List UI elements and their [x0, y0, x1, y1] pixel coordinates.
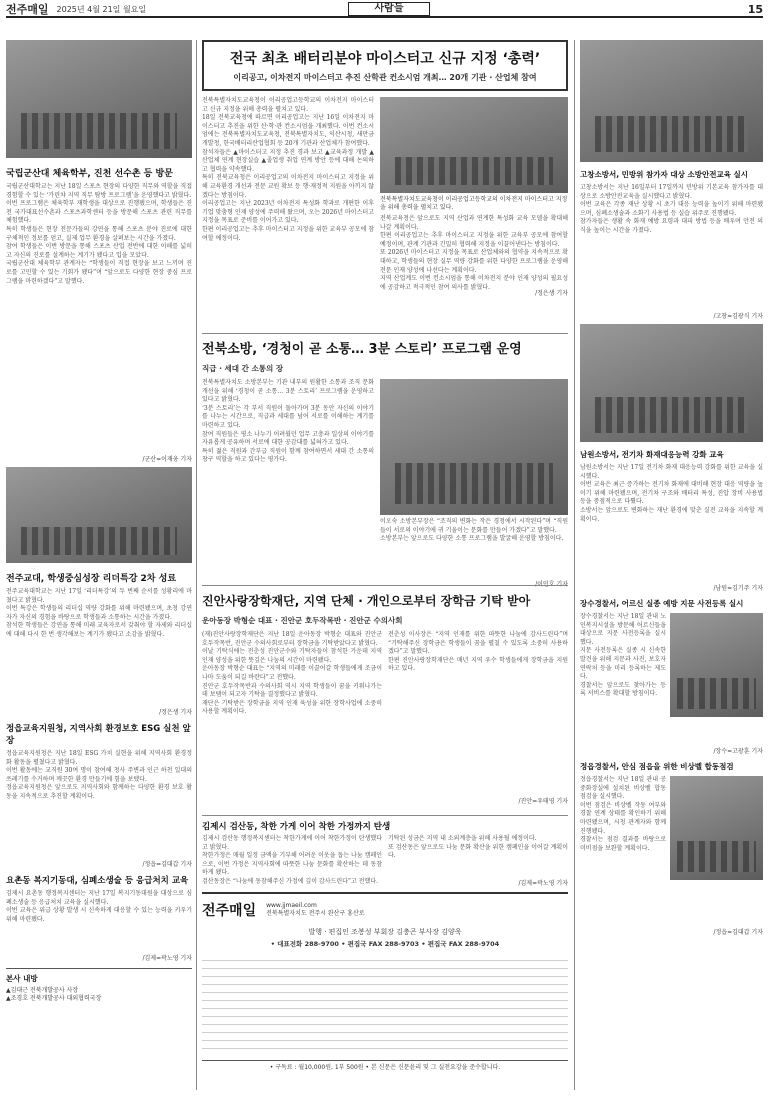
- notice-title: 본사 내방: [6, 968, 192, 984]
- mid-article-2: [202, 592, 568, 812]
- article-body: (재)진안사랑장학재단은 지난 18일 운아동장 박형순 대표와 진안군 호두작목반, 진안군 수의사회로부터 장학금을 기탁받았다고 밝혔다. 이날 기탁식에는 전춘성 진안군수와 기탁자들이 참석한 가운데 지역 인재 양성을 위한 뜻깊은 나눔의 시간이 마련됐다. 운아동장 박형순 대표는 “지역의 미래를 이끌어갈 학생들에게 조금이나마 도움이 되길 바란다”고 전했다. 진안군 호두작목반과 수의사회 역시 지역 학생들이 꿈을 키워나가는 데 보탬이 되고자 기탁을 결정했다고 밝혔다. 재단은 기탁받은 장학금을 지역 인재 육성을 위한 장학사업에 소중히 사용할 계획이다.: [202, 631, 382, 716]
- byline: /김제=곽노영 기자: [142, 955, 192, 962]
- article-body: 김제시 검산동 행정복지센터는 착한가게에 이어 착한가정이 탄생했다고 밝혔다. 착한가정은 매월 일정 금액을 기부해 어려운 이웃을 돕는 나눔 캠페인으로, 이번 가정은 지역사회에 따뜻한 나눔 문화를 확산하는 데 동참하게 됐다. 검산동장은 “나눔에 동참해주신 가정에 깊이 감사드린다”고 전했다.: [202, 835, 382, 885]
- article-headline: 국립군산대 체육학부, 진천 선수촌 등 방문: [6, 169, 173, 179]
- article-photo: [580, 40, 763, 162]
- mid1-photo-column: [380, 379, 568, 588]
- masthead-staff: 발행 · 편집인 조봉성 부회장 김충곤 부사장 김양욱: [308, 928, 462, 936]
- lead-headline: 전국 최초 배터리분야 마이스터고 신규 지정 ‘총력’: [229, 51, 541, 67]
- lead-headline-box: [202, 40, 568, 91]
- section-divider: [202, 815, 568, 816]
- lead-text-column: [202, 97, 374, 299]
- byline: /진안=우태영 기자: [518, 798, 568, 805]
- section-divider: [202, 585, 568, 586]
- article-headline: 전주교대, 학생중심성장 리더특강 2차 성료: [6, 574, 177, 584]
- column-divider: [574, 40, 575, 1090]
- byline: /군산=이재웅 기자: [142, 456, 192, 463]
- photo-caption: 전북특별자치도교육청이 이리공업고등학교의 이차전지 마이스터고 지정을 위해 총력을 펼치고 있다.: [380, 196, 568, 211]
- right-column: [580, 40, 763, 1094]
- paper-brand: 전주매일: [6, 3, 49, 16]
- byline: [380, 579, 568, 588]
- masthead-site[interactable]: www.jjmaeil.com: [266, 902, 317, 909]
- byline: /김제=곽노영 기자: [518, 880, 568, 887]
- section-label: 사람들: [348, 2, 430, 16]
- article-headline: 요촌동 복지기동대, 심폐소생술 등 응급처치 교육: [6, 876, 189, 886]
- article-body: 이오숙 소방본부장은 “조직의 변화는 작은 경청에서 시작된다”며 “직원들이 서로의 이야기에 귀 기울이는 문화를 만들어 가겠다”고 말했다. 소방본부는 앞으로도 다양한 소통 프로그램을 발굴해 운영할 방침이다.: [380, 518, 568, 543]
- article-body: 전주교육대학교는 지난 17일 ‘리더특강’의 두 번째 순서를 성황리에 마쳤다고 밝혔다. 이번 특강은 학생들의 리더십 역량 강화를 위해 마련됐으며, 초청 강연자가 자신의 경험을 바탕으로 학생들과 소통하는 시간을 가졌다. 참석한 학생들은 강연을 통해 미래 교육자로서 갖춰야 할 자세와 리더십에 대해 다시 한 번 생각해보는 계기가 됐다고 소감을 밝혔다.: [6, 588, 192, 638]
- article-headline: 전북소방, ‘경청이 곧 소통… 3분 스토리’ 프로그램 운영: [202, 342, 522, 357]
- byline: /고창=김광식 기자: [713, 313, 763, 320]
- article-body: 김제시 요촌동 행정복지센터는 지난 17일 복지기동대원을 대상으로 심폐소생술 등 응급처치 교육을 실시했다. 이번 교육은 위급 상황 발생 시 신속하게 대응할 수 있는 능력을 키우기 위해 마련됐다.: [6, 890, 192, 923]
- article-body: 기탁된 성금은 지역 내 소외계층을 위해 사용될 예정이다. 또 검산동은 앞으로도 나눔 문화 확산을 위한 캠페인을 이어갈 계획이다.: [388, 835, 568, 860]
- article-headline: 장수경찰서, 어르신 실종 예방 지문 사전등록 실시: [580, 599, 744, 608]
- article-headline: 고창소방서, 민방위 참가자 대상 소방안전교육 실시: [580, 170, 749, 179]
- article-body: 정읍교육지원청은 지난 18일 ESG 가치 실현을 위해 지역사회 환경정화 활동을 펼쳤다고 밝혔다. 이번 활동에는 교직원 30여 명이 참여해 청사 주변과 인근 하천 일대의 쓰레기를 수거하며 깨끗한 환경 만들기에 힘을 보탰다. 정읍교육지원청은 앞으로도 지역사회와 함께하는 다양한 환경 보호 활동을 지속적으로 추진할 계획이다.: [6, 750, 192, 800]
- byline: /정은생 기자: [159, 709, 192, 716]
- notice-item: ▲조경호 전북개발공사 대외협력국장: [6, 995, 102, 1002]
- page-header: [6, 2, 763, 18]
- byline: /정읍=김대갑 기자: [142, 861, 192, 868]
- article-body: 전북교육청은 앞으로도 지역 산업과 연계한 특성화 교육 모델을 확대해 나갈 계획이다. 한편 이리공업고는 추후 마이스터고 지정을 위한 교육부 공모에 참여할 예정이며, 관계 기관과 긴밀히 협력해 지정을 이끌어낸다는 방침이다. 또 2026년 마이스터고 지정을 목표로 산업체와의 협약을 지속적으로 확대하고, 학생들의 현장 실무 역량 강화를 위한 다양한 프로그램을 운영해 전문 인재 양성에 나선다는 계획이다. 지역 산업계도 이번 컨소시엄을 통해 이차전지 분야 인재 양성의 필요성에 공감하고 적극적인 참여 의사를 밝혔다.: [380, 215, 568, 291]
- article-body: 정읍경찰서는 지난 18일 관내 공중화장실에 설치된 비상벨 합동점검을 실시했다. 이번 점검은 비상벨 작동 여부와 경찰 연계 상태를 확인하기 위해 마련됐으며, 시청 관계자와 함께 진행됐다. 경찰서는 점검 결과를 바탕으로 미비점을 보완할 계획이다.: [580, 776, 666, 852]
- masthead-phones: • 대표전화 288-9700 • 편집국 FAX 288-9703 • 편집국 FAX 288-9704: [270, 940, 500, 948]
- article-photo: [670, 776, 763, 880]
- article-headline: 진안사랑장학재단, 지역 단체 · 개인으로부터 장학금 기탁 받아: [202, 594, 531, 608]
- article-body: 전춘성 이사장은 “지역 인재를 위한 따뜻한 나눔에 감사드린다”며 “기탁해주신 장학금은 학생들이 꿈을 펼칠 수 있도록 소중히 사용하겠다”고 말했다. 한편 진안사랑장학재단은 매년 지역 우수 학생들에게 장학금을 지원하고 있다.: [388, 631, 568, 673]
- column-divider: [196, 40, 197, 1090]
- byline: /장수=고광훈 기자: [713, 748, 763, 755]
- masthead-address: 전북특별자치도 전주시 완산구 홍산로: [266, 910, 365, 917]
- byline: /정읍=김대갑 기자: [713, 929, 763, 936]
- article-photo: [6, 467, 192, 563]
- notice-item: ▲김대근 전북개발공사 사장: [6, 987, 79, 994]
- article-headline: 정읍교육지원청, 지역사회 환경보호 ESG 실천 앞장: [6, 724, 191, 746]
- lead-photo: [380, 97, 568, 193]
- masthead-footer: • 구독료 : 월10,000원, 1부 500원 • 본 신문은 신문윤리 및 그 실천요강을 준수합니다.: [202, 1060, 568, 1072]
- bureau-directory: [202, 956, 568, 1056]
- article-photo: [6, 40, 192, 158]
- article-body: 남원소방서는 지난 17일 전기차 화재 대응능력 강화를 위한 교육을 실시했다. 이번 교육은 최근 증가하는 전기차 화재에 대비해 현장 대응 역량을 높이기 위해 마련됐으며, 전기차 구조와 배터리 특성, 진압 장비 사용법 등을 중점적으로 다뤘다. 소방서는 앞으로도 변화하는 재난 환경에 맞춘 실전 교육을 지속할 계획이다.: [580, 464, 763, 523]
- article-body: 고창소방서는 지난 16일부터 17일까지 민방위 기본교육 참가자를 대상으로 소방안전교육을 실시했다고 밝혔다. 이번 교육은 각종 재난 상황 시 초기 대응 능력을 높이기 위해 마련됐으며, 심폐소생술과 소화기 사용법 등 실습 위주로 진행됐다. 참가자들은 생활 속 화재 예방 요령과 대피 방법 등을 배우며 안전 의식을 높이는 시간을 가졌다.: [580, 184, 763, 234]
- mid3-text-column: [388, 835, 568, 887]
- article-headline: 남원소방서, 전기차 화재대응능력 강화 교육: [580, 450, 724, 459]
- left-column: [6, 40, 192, 1094]
- masthead: [202, 892, 568, 1092]
- lead-article: [202, 40, 568, 330]
- lead-photo-column: [380, 97, 568, 299]
- byline: /남원=김기주 기자: [713, 585, 763, 592]
- mid-article-1: [202, 338, 568, 582]
- article-subtitle: 직급 · 세대 간 소통의 장: [202, 364, 284, 373]
- article-photo: [380, 379, 568, 515]
- article-subtitle: 운아동장 박형순 대표 · 진안군 호두작목반 · 진안군 수의사회: [202, 616, 403, 625]
- mid2-text-column: [388, 631, 568, 805]
- byline: /정은생 기자: [535, 290, 568, 297]
- page-number: 15: [747, 2, 763, 16]
- article-body: 전북특별자치도 소방본부는 기관 내부의 원활한 소통과 조직 문화 개선을 위해 ‘경청이 곧 소통… 3분 스토리’ 프로그램을 운영하고 있다고 밝혔다. ‘3분 스토리’는 각 부서 직원이 돌아가며 3분 동안 자신의 이야기를 나누는 시간으로, 직급과 세대를 넘어 서로를 이해하는 계기를 마련하고 있다. 참여 직원들은 평소 나누기 어려웠던 업무 고충과 일상의 이야기를 자유롭게 공유하며 서로에 대한 공감대를 넓혀가고 있다. 특히 젊은 직원과 간부급 직원이 함께 참여하면서 세대 간 소통의 창구 역할을 하고 있다는 평가다.: [202, 379, 374, 464]
- article-photo: [580, 324, 763, 442]
- section-divider: [202, 333, 568, 334]
- article-body: 전북특별자치도교육청이 이리공업고등학교의 이차전지 마이스터고 신규 지정을 위해 총력을 펼치고 있다. 18일 전북교육청에 따르면 이리공업고는 지난 16일 이차전지 마이스터고 추진을 위한 산·학·관 컨소시엄을 개최했다. 이번 컨소시엄에는 전북특별자치도교육청, 전북특별자치도, 익산시청, 새만금개발청, 한국배터리산업협회 등 20개 기관과 산업체가 참여했다. 참석자들은 ▲마이스터고 지정 추진 경과 보고 ▲교육과정 개발 ▲산업체 연계 현장실습 ▲졸업생 취업 연계 방안 등에 대해 논의하고 협력을 약속했다. 특히 전북교육청은 이리공업고의 이차전지 마이스터고 지정을 위해 교육환경 개선과 전문 교원 확보 등 행·재정적 지원을 아끼지 않겠다는 방침이다. 이리공업고는 지난 2023년 이차전지 특성화 학과로 개편한 이후 기업 맞춤형 인재 양성에 주력해 왔으며, 오는 2026년 마이스터고 지정을 목표로 준비를 이어가고 있다. 한편 이리공업고는 추후 마이스터고 지정을 위한 교육부 공모에 참여할 예정이다.: [202, 97, 374, 242]
- issue-date: 2025년 4월 21일 월요일: [56, 4, 147, 14]
- article-headline: 정읍경찰서, 안심 점읍을 위한 비상벨 합동점검: [580, 762, 734, 771]
- mid-article-3: [202, 820, 568, 890]
- masthead-name: 전주매일: [202, 903, 257, 919]
- article-body: 국립군산대학교는 지난 18일 스포츠 현장의 다양한 직무와 역할을 직접 경험할 수 있는 ‘가린챠 지역 직무 탐방 프로그램’을 운영했다고 밝혔다. 이번 프로그램은 체육학부 재학생을 대상으로 진행됐으며, 학생들은 진천 국가대표선수촌과 스포츠과학센터 등을 방문해 스포츠 관련 직무를 체험했다. 특히 학생들은 현장 전문가들의 강연을 통해 스포츠 분야 진로에 대한 구체적인 정보를 얻고, 실제 업무 환경을 살펴보는 시간을 가졌다. 참여 학생들은 이번 방문을 통해 스포츠 산업 전반에 대한 이해를 넓히고 자신의 진로를 설계하는 계기가 됐다고 입을 모았다. 국립군산대 체육학부 관계자는 “학생들이 직접 현장을 보고 느끼며 진로를 고민할 수 있는 기회가 됐다”며 “앞으로도 다양한 현장 중심 프로그램을 마련하겠다”고 말했다.: [6, 183, 192, 285]
- article-headline: 김제시 검산동, 착한 가게 이어 착한 가정까지 탄생: [202, 822, 391, 832]
- lead-subtitle: 이리공고, 이차전지 마이스터고 추진 산학관 컨소시엄 개최… 20개 기관 · 산업체 참여: [233, 73, 537, 82]
- article-photo: [670, 613, 763, 717]
- article-body: 장수경찰서는 지난 18일 관내 노인복지시설을 방문해 어르신들을 대상으로 지문 사전등록을 실시했다. 지문 사전등록은 실종 시 신속한 발견을 위해 지문과 사진, 보호자 연락처 등을 미리 등록하는 제도다. 경찰서는 앞으로도 찾아가는 등록 서비스를 확대할 방침이다.: [580, 613, 666, 698]
